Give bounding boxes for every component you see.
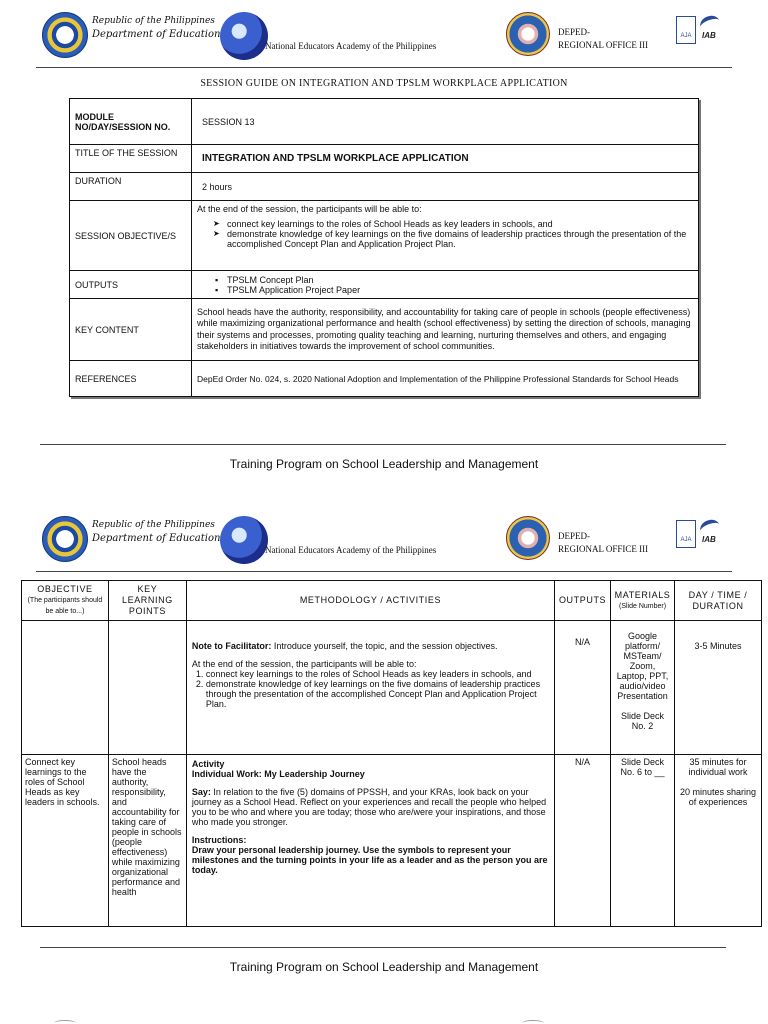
table-row [70,99,699,145]
objectives-label: SESSION OBJECTIVE/S [70,201,192,271]
list-item: ▪ TPSLM Application Project Paper [227,285,693,295]
instructions-label: Instructions: [191,835,247,845]
content-label: KEY CONTENT [70,299,192,361]
title-value: INTEGRATION AND TPSLM WORKPLACE APPLICATION [192,145,699,173]
footer-rule [40,444,726,445]
objectives-cell [192,201,699,271]
row1-time: 3-5 Minutes [675,621,762,755]
region-seal-icon [506,12,550,56]
row2-time-individual: 35 minutes for individual work [688,757,748,777]
region-seal-icon [506,516,550,560]
row1-methodology [186,621,554,755]
col-key-learning: KEY LEARNING POINTS [108,581,186,621]
say-text: In relation to the five (5) domains of PPSSH, and your KRAs, look back on your journey as a School Head. Reflect on your experiences and recall the people who helped you to be who and where you are today; those who are/were your inspirations, and those who made you stronger. [191,787,547,827]
iab-logo-icon [698,520,724,548]
page1-header [36,6,732,68]
col-objective [22,581,109,621]
nea-seal-icon [220,516,268,564]
header-region [558,530,648,556]
instructions-text: Draw your personal leadership journey. Use the symbols to represent your milestones and the turning points in your life as a leader and as the person you are today. [191,845,548,875]
header-region-line1: DEPED- [558,531,590,541]
outputs-label: OUTPUTS [70,271,192,299]
page2-header [36,510,732,572]
table-row [70,299,699,361]
table-row [70,271,699,299]
row2-time [675,755,762,927]
row1-materials [611,621,675,755]
col-day-time: DAY / TIME / DURATION [675,581,762,621]
list-item: ▪ TPSLM Concept Plan [227,275,693,285]
duration-label: DURATION [70,173,192,201]
footer-text: Training Program on School Leadership and Management [229,960,539,974]
facilitator-note-text: Introduce yourself, the topic, and the session objectives. [271,641,498,651]
facilitator-note-label: Note to Facilitator: [191,641,272,651]
col-materials [611,581,675,621]
iab-logo-text: IAB [702,535,716,544]
col-methodology: METHODOLOGY / ACTIVITIES [186,581,554,621]
col-objective-sub: (The participants should be able to...) [27,597,103,615]
list-item: 1. connect key learnings to the roles of School Heads as key leaders in schools, and [206,669,549,679]
module-value: SESSION 13 [192,99,699,145]
header-republic: Republic of the Philippines [92,520,215,530]
activity-table [21,580,762,927]
row2-time-sharing: 20 minutes sharing of experiences [679,787,757,807]
activity-label: Activity [191,759,225,769]
row1-intro: At the end of the session, the participants will be able to: [191,659,417,669]
next-page-seal-icon [522,1020,544,1024]
col-materials-label: MATERIALS [614,589,671,600]
header-region-line1: DEPED- [558,27,590,37]
header-region-line2: REGIONAL OFFICE III [558,544,649,554]
header-region-line2: REGIONAL OFFICE III [558,40,649,50]
nea-seal-icon [220,12,268,60]
title-label: TITLE OF THE SESSION [70,145,192,173]
table-row [22,755,762,927]
header-republic: Republic of the Philippines [92,16,215,26]
table-header-row [22,581,762,621]
list-item: ➤ connect key learnings to the roles of School Heads as key leaders in schools, and [227,219,693,229]
row1-objectives-list [192,669,549,709]
footer-text: Training Program on School Leadership and Management [229,457,539,471]
row1-key-learning [108,621,186,755]
footer-rule [40,947,726,948]
say-paragraph [192,787,549,827]
header-republic-block [92,14,220,42]
aja-logo-icon: AJA [676,520,696,548]
list-item: 2. demonstrate knowledge of key learnings on the five domains of leadership practices through the presentation of the accomplished Concept Plan and Application Project Plan. [206,679,549,709]
table-row [70,361,699,397]
table-row [70,173,699,201]
references-value: DepEd Order No. 024, s. 2020 National Adoption and Implementation of the Philippine Professional Standards for School Heads [192,361,699,397]
table-row [22,621,762,755]
row1-materials-slide: Slide Deck No. 2 [621,711,665,731]
activity-title: Individual Work: My Leadership Journey [191,769,365,779]
header-region [558,26,648,52]
row1-objective [22,621,109,755]
deped-seal-icon [42,516,88,562]
list-item: ➤ demonstrate knowledge of key learnings on the five domains of leadership practices through the presentation of the accomplished Concept Plan and Application Project Plan. [227,229,693,249]
objectives-intro: At the end of the session, the participants will be able to: [197,204,422,214]
header-academy: National Educators Academy of the Philippines [265,41,437,51]
row1-outputs: N/A [555,621,611,755]
table-row [70,145,699,173]
row2-outputs: N/A [555,755,611,927]
row2-materials: Slide Deck No. 6 to __ [611,755,675,927]
aja-logo-icon: AJA [676,16,696,44]
iab-logo-icon [698,16,724,44]
col-materials-sub: (Slide Number) [619,602,667,610]
iab-logo-text: IAB [702,31,716,40]
objectives-list [197,219,693,249]
facilitator-note [192,641,549,651]
header-academy: National Educators Academy of the Philippines [265,545,437,555]
col-outputs: OUTPUTS [555,581,611,621]
row2-methodology [186,755,554,927]
content-value: School heads have the authority, responsibility, and accountability for taking care of people in schools (people effectiveness) while maximizing organizational performance and health (school effectiveness) by setting the direction of schools, managing their systems and processes, promoting quality teaching and learning, nurturing themselves and others, and engaging stakeholders in initiatives towards the improvement of school communities. [192,299,699,361]
header-rule [36,67,732,68]
header-rule [36,571,732,572]
table-row [70,201,699,271]
col-objective-label: OBJECTIVE [37,584,93,594]
header-department: Department of Education [92,29,221,40]
row2-objective: Connect key learnings to the roles of School Heads as key leaders in schools. [22,755,109,927]
deped-seal-icon [42,12,88,58]
next-page-seal-icon [54,1020,76,1024]
references-label: REFERENCES [70,361,192,397]
say-label: Say: [191,787,211,797]
module-label: MODULE NO/DAY/SESSION NO. [70,99,192,145]
outputs-list [197,275,693,295]
outputs-cell [192,271,699,299]
duration-value: 2 hours [192,173,699,201]
header-department: Department of Education [92,533,221,544]
row2-key-learning: School heads have the authority, responsibility, and accountability for taking care of people in schools (people effectiveness) while maximizing organizational performance and health [108,755,186,927]
header-republic-block [92,518,220,546]
session-guide-table [69,98,699,397]
row1-materials-text: Google platform/ MSTeam/ Zoom, Laptop, PPT, audio/video Presentation [616,631,669,701]
page-title: SESSION GUIDE ON INTEGRATION AND TPSLM WORKPLACE APPLICATION [200,78,568,89]
